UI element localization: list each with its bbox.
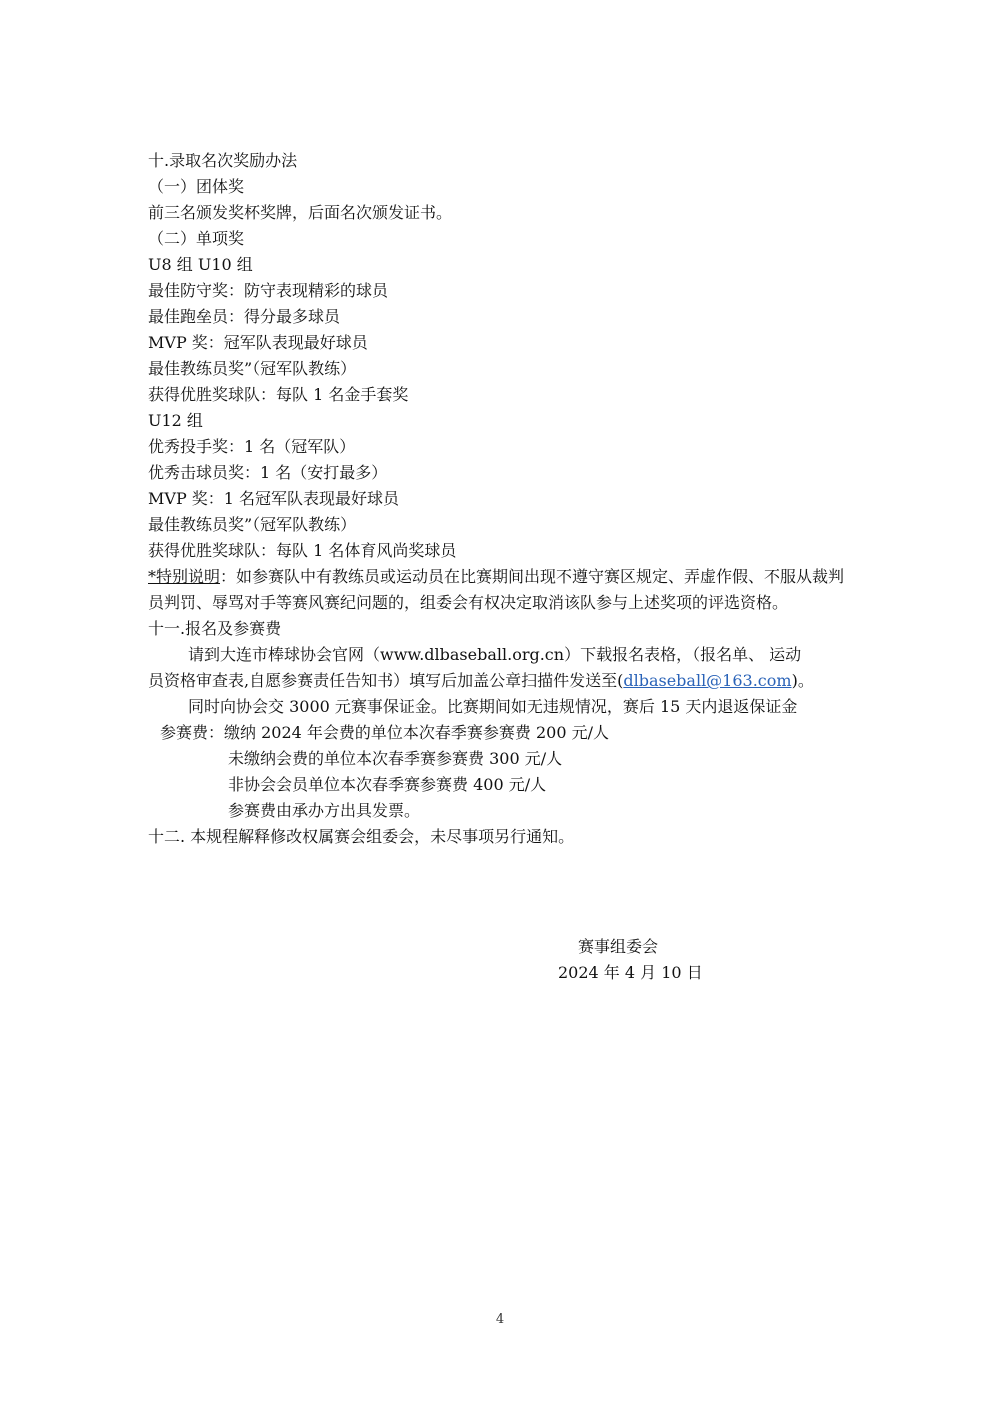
registration-instructions-prefix: 员资格审查表,自愿参赛责任告知书）填写后加盖公章扫描件发送至( bbox=[148, 671, 624, 690]
u8-u10-award-item: 最佳跑垒员：得分最多球员 bbox=[148, 307, 341, 326]
special-note-label: *特别说明 bbox=[148, 567, 221, 586]
section-11-title: 十一.报名及参赛费 bbox=[148, 619, 282, 638]
signature-organization: 赛事组委会 bbox=[578, 937, 659, 956]
deposit-text: 同时向协会交 3000 元赛事保证金。比赛期间如无违规情况，赛后 15 天内退返保证金 bbox=[188, 697, 798, 716]
individual-award-heading: （二）单项奖 bbox=[148, 229, 245, 248]
registration-instructions-suffix: )。 bbox=[791, 671, 814, 690]
u8-u10-award-item: 最佳防守奖：防守表现精彩的球员 bbox=[148, 281, 389, 300]
section-12-text: 十二. 本规程解释修改权属赛会组委会，未尽事项另行通知。 bbox=[148, 827, 575, 846]
email-link[interactable]: dlbaseball@163.com bbox=[623, 671, 792, 690]
team-award-text: 前三名颁发奖杯奖牌，后面名次颁发证书。 bbox=[148, 203, 453, 222]
team-award-heading: （一）团体奖 bbox=[148, 177, 245, 196]
page-number: 4 bbox=[495, 1312, 505, 1327]
u8-u10-award-item: 最佳教练员奖”（冠军队教练） bbox=[148, 359, 357, 378]
u12-award-item: 优秀投手奖：1 名（冠军队） bbox=[148, 437, 356, 456]
fee-line: 非协会会员单位本次春季赛参赛费 400 元/人 bbox=[228, 775, 547, 794]
section-10-title: 十.录取名次奖励办法 bbox=[148, 151, 298, 170]
registration-instructions-line-2 bbox=[148, 668, 860, 694]
document-body bbox=[148, 148, 860, 850]
u8-u10-award-item: MVP 奖：冠军队表现最好球员 bbox=[148, 333, 368, 352]
u12-award-item: 获得优胜奖球队：每队 1 名体育风尚奖球员 bbox=[148, 541, 457, 560]
signature-date: 2024 年 4 月 10 日 bbox=[558, 963, 703, 982]
u8-u10-award-item: 获得优胜奖球队：每队 1 名金手套奖 bbox=[148, 385, 409, 404]
fee-line: 参赛费由承办方出具发票。 bbox=[228, 801, 421, 820]
u12-award-item: MVP 奖：1 名冠军队表现最好球员 bbox=[148, 489, 400, 508]
u12-group-label: U12 组 bbox=[148, 411, 203, 430]
registration-instructions-line-1: 请到大连市棒球协会官网（www.dlbaseball.org.cn）下载报名表格，（报名单、 运动 bbox=[188, 645, 802, 664]
special-note-text: ：如参赛队中有教练员或运动员在比赛期间出现不遵守赛区规定、弄虚作假、不服从裁判员判罚、辱骂对手等赛风赛纪问题的，组委会有权决定取消该队参与上述奖项的评选资格。 bbox=[148, 567, 845, 612]
fee-line: 未缴纳会费的单位本次春季赛参赛费 300 元/人 bbox=[228, 749, 563, 768]
special-note bbox=[148, 564, 860, 616]
u12-award-item: 优秀击球员奖：1 名（安打最多） bbox=[148, 463, 388, 482]
u12-award-item: 最佳教练员奖”（冠军队教练） bbox=[148, 515, 357, 534]
u8-u10-group-label: U8 组 U10 组 bbox=[148, 255, 253, 274]
fee-line: 参赛费：缴纳 2024 年会费的单位本次春季赛参赛费 200 元/人 bbox=[160, 723, 609, 742]
